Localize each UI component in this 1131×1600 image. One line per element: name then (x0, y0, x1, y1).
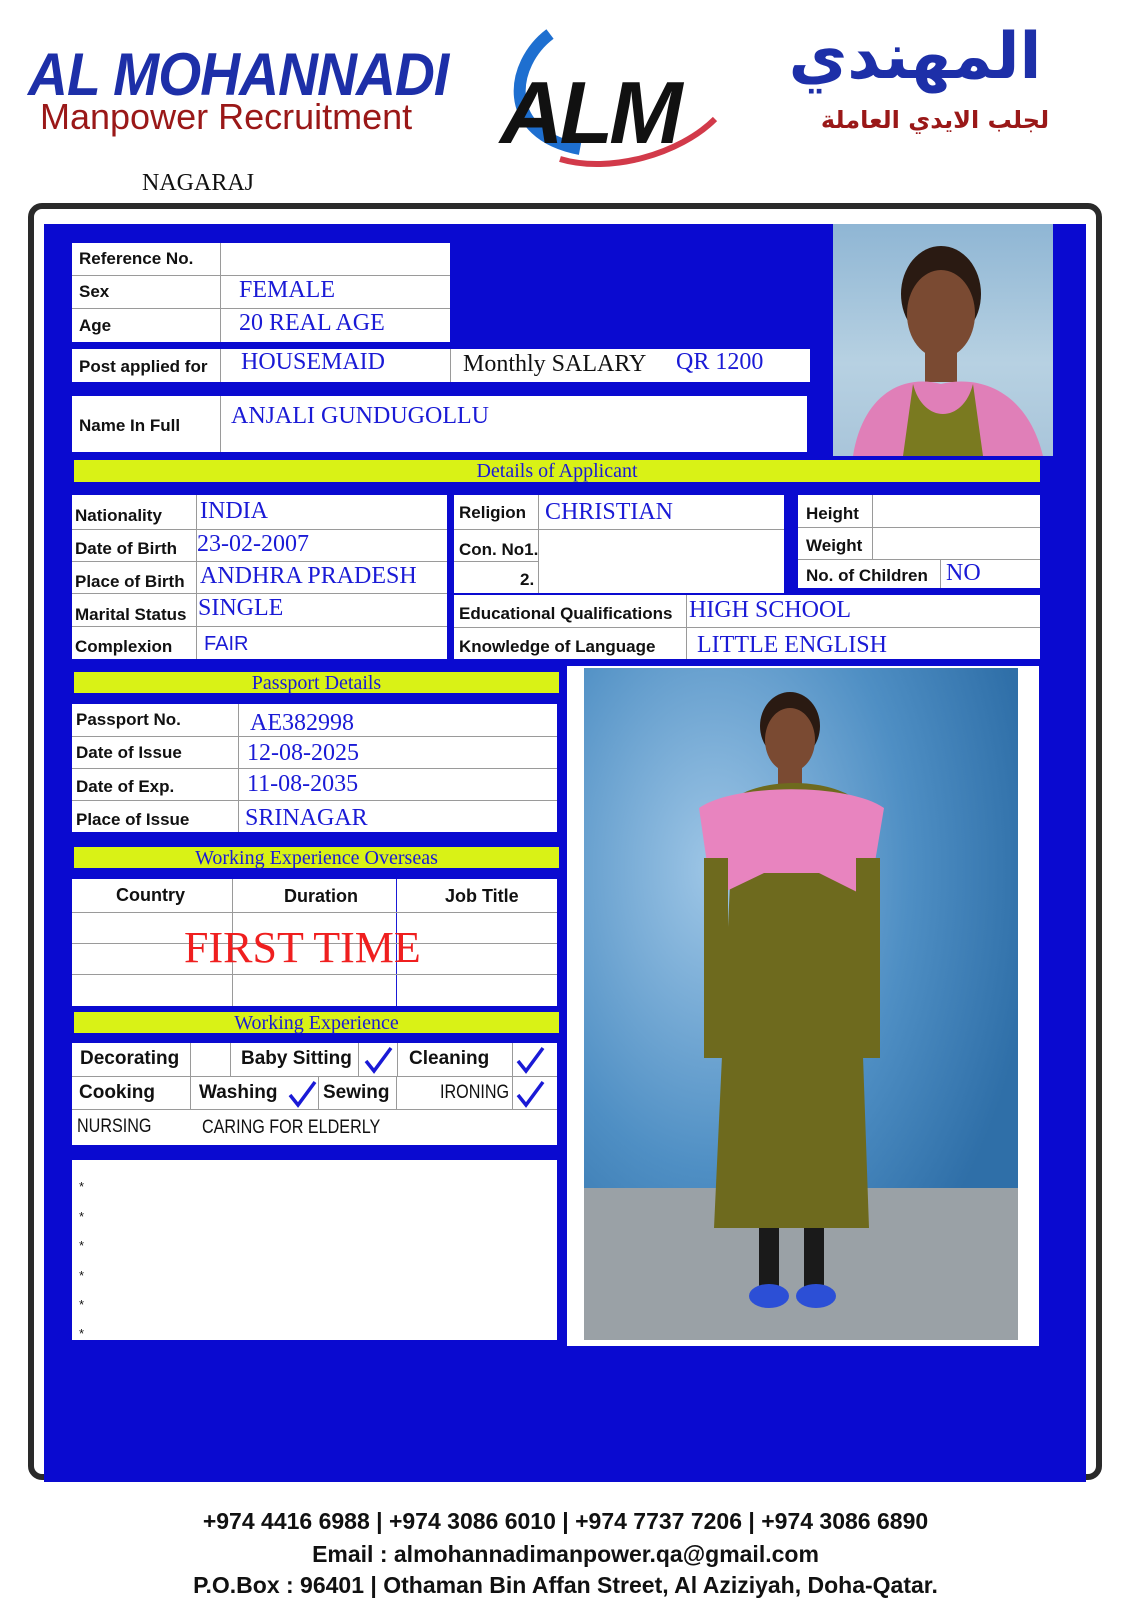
brand-name-english: AL MOHANNADI (28, 41, 449, 108)
religion-value: CHRISTIAN (545, 499, 674, 525)
passport-exp-label: Date of Exp. (76, 777, 175, 796)
overseas-first-time: FIRST TIME (184, 923, 421, 972)
washing-check-icon (287, 1079, 317, 1109)
dob-label: Date of Birth (75, 539, 177, 558)
sex-value: FEMALE (239, 277, 335, 303)
ironing-check-icon (515, 1079, 545, 1109)
skill-ironing: IRONING (440, 1082, 510, 1103)
cleaning-check-icon (515, 1045, 545, 1075)
baby-sitting-check-icon (363, 1045, 393, 1075)
weight-label: Weight (806, 536, 863, 555)
brand-tagline-english: Manpower Recruitment (40, 96, 413, 137)
alm-logo-text: ALM (500, 63, 679, 162)
passport-number-value: AE382998 (250, 710, 354, 736)
skill-nursing: NURSING (77, 1116, 152, 1137)
children-value: NO (946, 560, 981, 586)
con2-label: 2. (520, 570, 535, 589)
passport-title: Passport Details (251, 672, 382, 694)
overseas-col-country: Country (116, 885, 185, 905)
skill-cleaning: Cleaning (409, 1048, 490, 1069)
passport-band (74, 672, 559, 696)
complexion-label: Complexion (75, 637, 173, 656)
skill-decorating: Decorating (80, 1048, 180, 1069)
note-bullet-1: * (79, 1179, 85, 1194)
passport-place-value: SRINAGAR (245, 805, 368, 831)
pob-value: ANDHRA PRADESH (200, 563, 417, 589)
children-label: No. of Children (806, 566, 928, 585)
nationality-value: INDIA (200, 498, 268, 524)
salary-value: QR 1200 (676, 349, 764, 375)
footer-phones: +974 4416 6988 | +974 3086 6010 | +974 7737 7206 | +974 3086 6890 (202, 1508, 929, 1534)
overseas-band (74, 847, 559, 871)
brand-name-arabic: المهندي (788, 20, 1042, 94)
note-bullet-4: * (79, 1268, 85, 1283)
post-label: Post applied for (79, 357, 208, 376)
details-title: Details of Applicant (476, 460, 638, 482)
language-label: Knowledge of Language (459, 637, 656, 656)
brand-tagline-arabic: لجلب الايدي العاملة (820, 106, 1050, 134)
sex-label: Sex (79, 282, 110, 301)
complexion-value: FAIR (204, 633, 249, 655)
experience-title: Working Experience (234, 1012, 399, 1034)
alm-logo (490, 24, 730, 174)
full-body-illustration (584, 668, 1018, 1340)
pob-label: Place of Birth (75, 572, 185, 591)
education-value: HIGH SCHOOL (689, 597, 851, 623)
passport-issue-value: 12-08-2025 (247, 740, 359, 766)
details-band (74, 460, 1040, 485)
post-value: HOUSEMAID (241, 349, 385, 375)
age-value: 20 REAL AGE (239, 310, 385, 336)
portrait-illustration (833, 224, 1053, 456)
passport-exp-value: 11-08-2035 (247, 771, 359, 797)
agent-name: NAGARAJ (142, 170, 255, 196)
skill-cooking: Cooking (79, 1082, 155, 1103)
age-label: Age (79, 316, 112, 335)
dob-value: 23-02-2007 (197, 531, 309, 557)
marital-label: Marital Status (75, 605, 187, 624)
applicant-portrait-photo (833, 224, 1053, 456)
marital-value: SINGLE (198, 595, 284, 621)
notes-box (72, 1160, 557, 1340)
skill-baby-sitting: Baby Sitting (241, 1048, 352, 1069)
footer-email: Email : almohannadimanpower.qa@gmail.com (312, 1541, 819, 1567)
nationality-label: Nationality (75, 506, 162, 525)
passport-number-label: Passport No. (76, 710, 181, 729)
passport-issue-label: Date of Issue (76, 743, 182, 762)
note-bullet-3: * (79, 1238, 85, 1253)
passport-place-label: Place of Issue (76, 810, 190, 829)
overseas-col-duration: Duration (284, 886, 358, 906)
skill-washing: Washing (199, 1082, 278, 1103)
religion-label: Religion (459, 503, 527, 522)
note-bullet-6: * (79, 1326, 85, 1341)
name-label: Name In Full (79, 416, 181, 435)
con1-label: Con. No1. (459, 540, 539, 559)
footer-address: P.O.Box : 96401 | Othaman Bin Affan Street, Al Aziziyah, Doha-Qatar. (193, 1572, 938, 1598)
experience-band (74, 1012, 559, 1036)
note-bullet-2: * (79, 1209, 85, 1224)
salary-label: Monthly SALARY (463, 351, 647, 377)
skill-sewing: Sewing (323, 1082, 390, 1103)
name-value: ANJALI GUNDUGOLLU (231, 403, 489, 429)
overseas-col-job: Job Title (445, 886, 519, 906)
note-bullet-5: * (79, 1297, 85, 1312)
applicant-full-body-photo (584, 668, 1018, 1340)
height-label: Height (806, 504, 859, 523)
education-label: Educational Qualifications (459, 604, 673, 623)
reference-label: Reference No. (79, 249, 194, 268)
overseas-title: Working Experience Overseas (195, 847, 438, 869)
skill-caring-elderly: CARING FOR ELDERLY (202, 1117, 381, 1138)
language-value: LITTLE ENGLISH (697, 632, 887, 658)
